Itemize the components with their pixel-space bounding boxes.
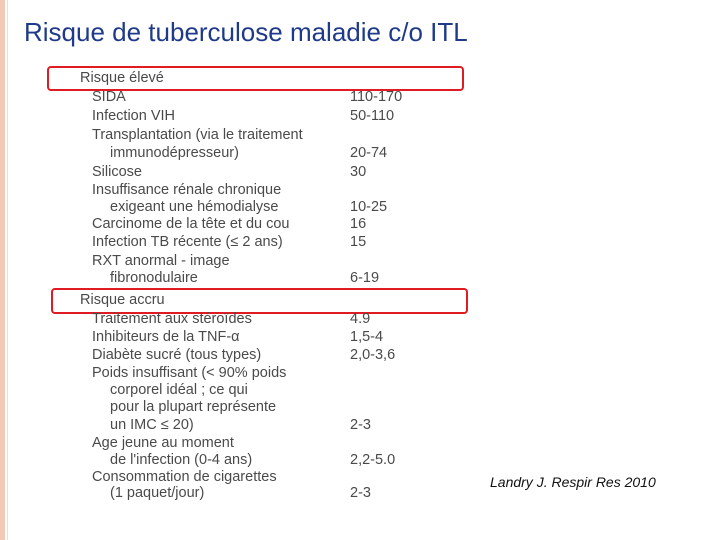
section-label-high-risk: Risque élevé	[80, 70, 164, 86]
risk-table	[58, 68, 478, 508]
row-label: de l'infection (0-4 ans)	[110, 452, 253, 468]
slide-title: Risque de tuberculose maladie c/o ITL	[24, 17, 468, 47]
row-label: Consommation de cigarettes	[92, 469, 277, 485]
row-value: 30	[350, 164, 367, 180]
row-label: exigeant une hémodialyse	[110, 199, 279, 215]
row-value: 1,5-4	[350, 329, 384, 345]
row-label: immunodépresseur)	[110, 145, 239, 161]
row-label: corporel idéal ; ce qui	[110, 382, 248, 398]
row-label: fibronodulaire	[110, 270, 198, 286]
row-label: Diabète sucré (tous types)	[92, 347, 262, 363]
citation: Landry J. Respir Res 2010	[490, 474, 656, 490]
row-value: 50-110	[350, 108, 395, 124]
slide-left-rule	[7, 0, 8, 540]
row-label: SIDA	[92, 89, 126, 105]
row-label: Inhibiteurs de la TNF-α	[92, 329, 240, 345]
row-value: 10-25	[350, 199, 388, 215]
row-label: Transplantation (via le traitement	[92, 127, 303, 143]
row-value: 15	[350, 234, 367, 250]
row-label: Carcinome de la tête et du cou	[92, 216, 290, 232]
section-label-increased-risk: Risque accru	[80, 292, 165, 308]
row-value: 2,2-5.0	[350, 452, 396, 468]
row-value: 2-3	[350, 485, 371, 501]
row-label: Traitement aux stéroïdes	[92, 311, 252, 327]
row-label: Poids insuffisant (< 90% poids	[92, 365, 287, 381]
row-label: Infection TB récente (≤ 2 ans)	[92, 234, 283, 250]
row-value: 4.9	[350, 311, 371, 327]
row-value: 110-170	[350, 89, 403, 105]
row-label: RXT anormal - image	[92, 253, 230, 269]
row-value: 2,0-3,6	[350, 347, 396, 363]
row-label: Insuffisance rénale chronique	[92, 182, 282, 198]
row-value: 2-3	[350, 417, 371, 433]
row-label: pour la plupart représente	[110, 399, 277, 415]
row-value: 20-74	[350, 145, 388, 161]
row-label: Age jeune au moment	[92, 435, 234, 451]
row-label: Silicose	[92, 164, 142, 180]
row-value: 6-19	[350, 270, 380, 286]
row-value: 16	[350, 216, 367, 232]
row-label: un IMC ≤ 20)	[110, 417, 194, 433]
slide-left-border	[0, 0, 5, 540]
row-label: Infection VIH	[92, 108, 176, 124]
row-label: (1 paquet/jour)	[110, 485, 205, 501]
